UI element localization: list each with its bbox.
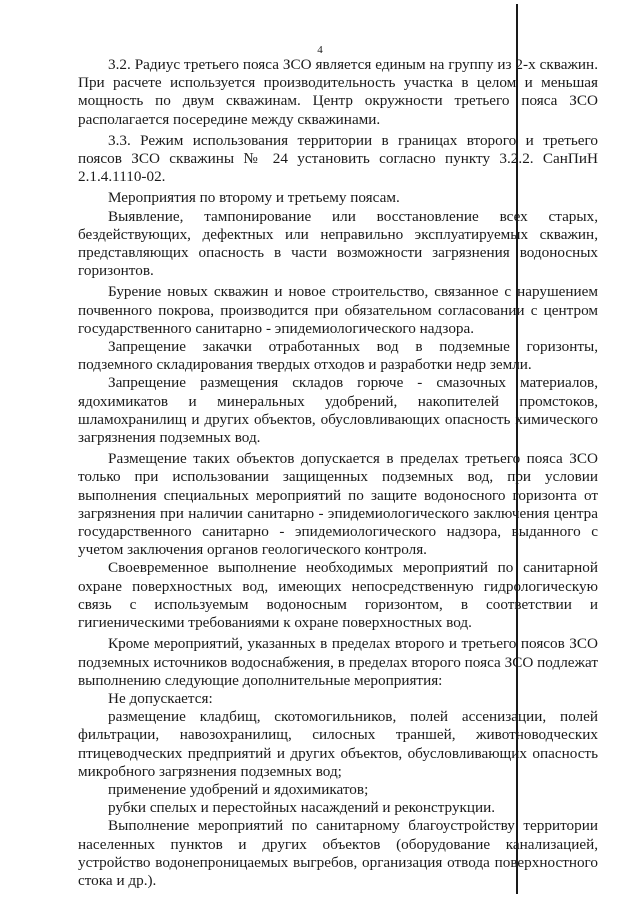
paragraph-surface-water: Своевременное выполнение необходимых мероприятий по санитарной охране поверхностных вод, имеющих непосредственную гидрологическую связь с используемым водоносным горизонтом, в соответствии и гигиеническими требованиями к охране поверхностных вод. <box>78 559 598 632</box>
paragraph-3-2: 3.2. Радиус третьего пояса ЗСО является единым на группу из 2-х скважин. При расчете используется производительность участка в целом и меньшая мощность по двум скважинам. Центр окружности третьего пояса ЗСО располагается посередине между скважинами. <box>78 56 598 128</box>
page-number: 4 <box>317 44 323 56</box>
list-item-cemeteries: размещение кладбищ, скотомогильников, полей ассенизации, полей фильтрации, навозохранилищ, силосных траншей, животноводческих птицеводческих предприятий и других объектов, обусловливающих опасность микробного загрязнения подземных вод; <box>78 708 598 780</box>
paragraph-additional-measures: Кроме мероприятий, указанных в пределах второго и третьего поясов ЗСО подземных источников водоснабжения, в пределах второго пояса ЗСО подлежат выполнению следующие дополнительные мероприятия: <box>78 635 598 689</box>
paragraph-sanitary-improvement: Выполнение мероприятий по санитарному благоустройству территории населенных пунктов и других объектов (оборудование канализацией, устройство водонепроницаемых выгребов, организация отвода поверхностного стока и др.). <box>78 817 598 889</box>
paragraph-storage-ban: Запрещение размещения складов горюче - смазочных материалов, ядохимикатов и минеральных удобрений, накопителей промстоков, шламохранилищ и других объектов, обусловливающих опасность химического загрязнения подземных вод. <box>78 374 598 447</box>
list-item-felling: рубки спелых и перестойных насаждений и реконструкции. <box>108 799 496 817</box>
document-body <box>78 56 598 890</box>
paragraph-not-allowed: Не допускается: <box>108 689 213 707</box>
list-item-fertilizers: применение удобрений и ядохимикатов; <box>108 780 369 798</box>
paragraph-measures-heading: Мероприятия по второму и третьему поясам. <box>108 189 400 207</box>
paragraph-3-3: 3.3. Режим использования территории в границах второго и третьего поясов ЗСО скважины № 24 установить согласно пункту 3.2.2. СанПиН 2.1.4.1110-02. <box>78 131 598 186</box>
paragraph-injection-ban: Запрещение закачки отработанных вод в подземные горизонты, подземного складирования твердых отходов и разработки недр земли. <box>78 338 598 374</box>
paragraph-placement: Размещение таких объектов допускается в пределах третьего пояса ЗСО только при использовании защищенных подземных вод, при условии выполнения специальных мероприятий по защите водоносного горизонта от загрязнения при наличии санитарно - эпидемиологического заключения центра государственного санитарно - эпидемиологического надзора, выданного с учетом заключения органов геологического контроля. <box>78 450 598 559</box>
paragraph-drilling: Бурение новых скважин и новое строительство, связанное с нарушением почвенного покрова, производится при обязательном согласовании с центром государственного санитарно - эпидемиологического надзора. <box>78 283 598 337</box>
paragraph-wells: Выявление, тампонирование или восстановление всех старых, бездействующих, дефектных или неправильно эксплуатируемых скважин, представляющих опасность в части возможности загрязнения водоносных горизонтов. <box>78 207 598 280</box>
